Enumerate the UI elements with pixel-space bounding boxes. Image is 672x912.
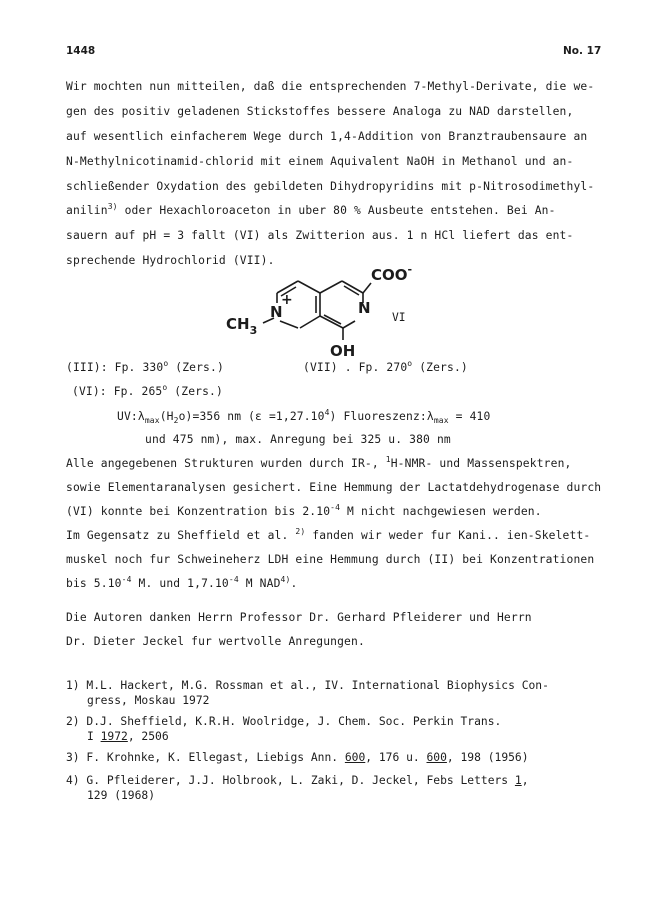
footnote-ref: 2) — [295, 527, 306, 536]
reference-2: 2) D.J. Sheffield, K.R.H. Woolridge, J. Chem. Soc. Perkin Trans. — [66, 715, 502, 728]
text-line: Im Gegensatz zu Sheffield et al. $^{2)}$ fanden wir weder fur Kani.. ien-Skelett- — [66, 527, 591, 542]
structure-label: VI — [392, 311, 406, 324]
text-line: auf wesentlich einfacherem Wege durch 1,4-Addition von Branztraubensaure an — [66, 130, 588, 143]
text-line: Alle angegebenen Strukturen wurden durch IR-, $^1$H-NMR- und Massenspektren, — [66, 455, 572, 470]
text-line: gen des positiv geladenen Stickstoffes bessere Analoga zu NAD darstellen, — [66, 105, 574, 118]
reference-4-cont: 129 (1968) — [87, 789, 156, 802]
text-line: anilin$^{3)}$ oder Hexachloroaceton in uber 80 % Ausbeute entstehen. Bei An- — [66, 202, 556, 217]
text-line: sprechende Hydrochlorid (VII). — [66, 254, 275, 267]
page-number: 1448 — [66, 45, 96, 57]
text-line: Wir mochten nun mitteilen, daß die entsprechenden 7-Methyl-Derivate, die we- — [66, 80, 595, 93]
reference-3: 3) F. Krohnke, K. Ellegast, Liebigs Ann. 600, 176 u. 600, 198 (1956) — [66, 751, 529, 764]
reference-1-cont: gress, Moskau 1972 — [87, 694, 210, 707]
footnote-ref: 4) — [280, 575, 291, 584]
text-line: sowie Elementaranalysen gesichert. Eine Hemmung der Lactatdehydrogenase durch — [66, 481, 602, 494]
reference-4: 4) G. Pfleiderer, J.J. Holbrook, L. Zaki, D. Jeckel, Febs Letters 1, — [66, 774, 529, 787]
ring-nitrogen-left: N — [270, 303, 283, 321]
carboxylate-group: COO- — [371, 263, 413, 284]
hydroxy-group: OH — [330, 342, 356, 360]
text-line: schließender Oxydation des gebildeten Dihydropyridins mit p-Nitrosodimethyl- — [66, 180, 595, 193]
melting-point-vi: (VI): Fp. 265$^o$ (Zers.) — [72, 383, 223, 398]
text-line: (VI) konnte bei Konzentration bis $2.10^{-4}$ M nicht nachgewiesen werden. — [66, 503, 542, 518]
melting-point-vii: (VII) . Fp. 270$^o$ (Zers.) — [303, 359, 468, 374]
text-line: Dr. Dieter Jeckel fur wertvolle Anregungen. — [66, 635, 365, 648]
uv-data: $UV:\lambda_{max}(H_2o)=356$ nm $(\varepsilon =1,27.10^4)$ $Fluoreszenz:\lambda_{max} = 410$ — [117, 408, 491, 425]
positive-charge: + — [281, 292, 293, 308]
ring-nitrogen-right: N — [358, 299, 371, 317]
footnote-ref: 3) — [107, 202, 118, 211]
text-line: muskel noch fur Schweineherz LDH eine Hemmung durch (II) bei Konzentrationen — [66, 553, 595, 566]
issue-number: No. 17 — [563, 45, 602, 57]
n-methyl-group: $CH_3$ — [226, 315, 258, 337]
text-line: bis $5.10^{-4}$ M. und $1,7.10^{-4}$ M NAD$^{4)}$. — [66, 575, 298, 590]
reference-1: 1) M.L. Hackert, M.G. Rossman et al., IV. International Biophysics Con- — [66, 679, 549, 692]
melting-point-iii: (III): Fp. 330$^o$ (Zers.) — [66, 359, 224, 374]
text-line: Die Autoren danken Herrn Professor Dr. Gerhard Pfleiderer und Herrn — [66, 611, 532, 624]
text-line: sauern auf pH = 3 fallt (VI) als Zwitterion aus. 1 n HCl liefert das ent- — [66, 229, 574, 242]
text-line: N-Methylnicotinamid-chlorid mit einem Aquivalent NaOH in Methanol und an- — [66, 155, 574, 168]
uv-data-cont: und 475 nm), max. Anregung bei 325 u. 380 nm — [145, 433, 451, 446]
reference-2-cont: I 1972, 2506 — [87, 730, 169, 743]
